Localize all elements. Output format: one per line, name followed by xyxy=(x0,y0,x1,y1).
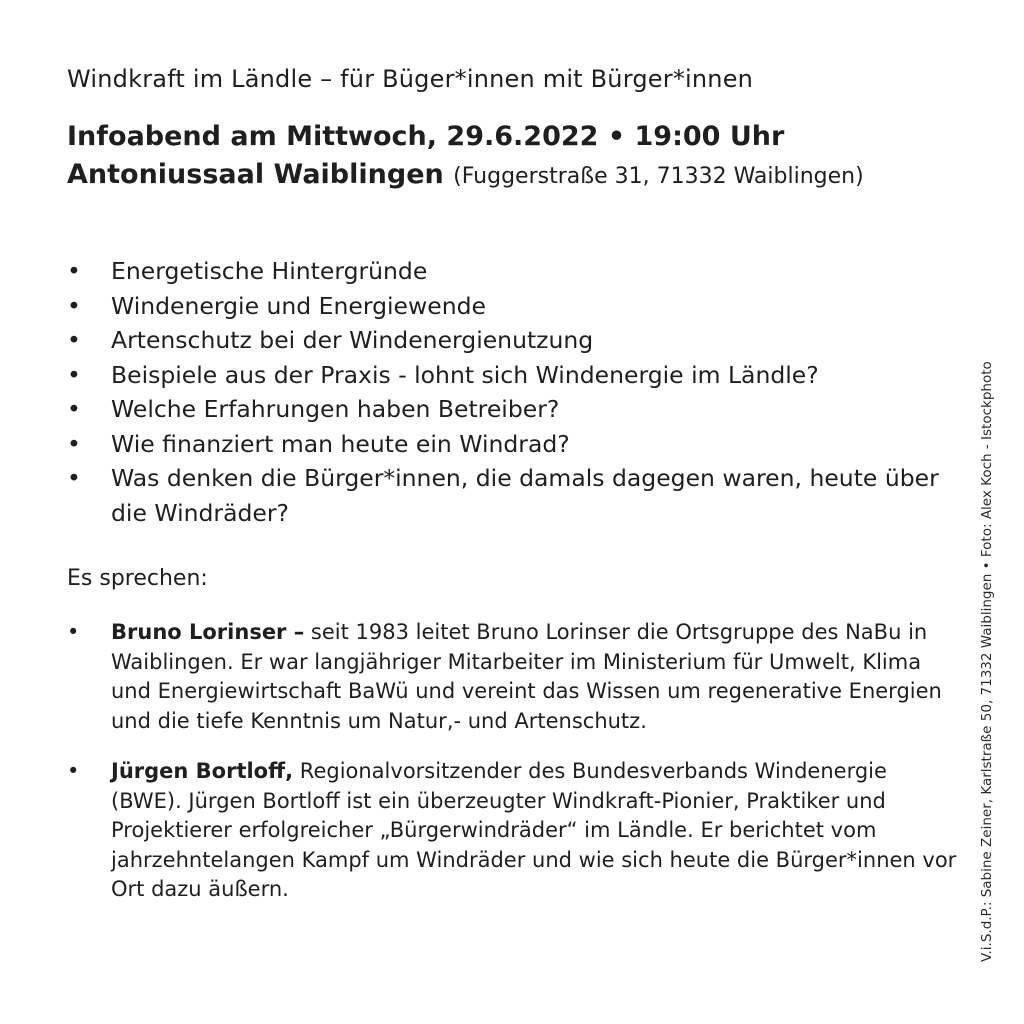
speaker-name: Bruno Lorinser – xyxy=(111,620,305,644)
bullet-icon: • xyxy=(67,620,80,644)
topic-item xyxy=(67,427,947,462)
topic-text: Artenschutz bei der Windenergienutzung xyxy=(111,326,594,354)
speakers-heading: Es sprechen: xyxy=(67,566,208,591)
topic-item xyxy=(67,254,947,289)
bullet-icon: • xyxy=(67,326,81,354)
event-date-time: Infoabend am Mittwoch, 29.6.2022 • 19:00 Uhr xyxy=(67,121,785,152)
topic-text: Welche Erfahrungen haben Betreiber? xyxy=(111,395,560,423)
topic-text: Energetische Hintergründe xyxy=(111,257,428,285)
bullet-icon: • xyxy=(67,395,81,423)
event-venue xyxy=(67,156,864,196)
event-headline xyxy=(67,118,864,196)
topic-item xyxy=(67,392,947,427)
venue-address: (Fuggerstraße 31, 71332 Waiblingen) xyxy=(453,164,864,189)
topic-text: Windenergie und Energiewende xyxy=(111,291,486,320)
topic-item xyxy=(67,289,947,324)
bullet-icon: • xyxy=(67,759,80,783)
speaker-item xyxy=(67,757,957,905)
topic-text: Beispiele aus der Praxis - lohnt sich Windenergie im Ländle? xyxy=(111,360,819,389)
bullet-icon: • xyxy=(67,291,81,320)
topic-text: Wie finanziert man heute ein Windrad? xyxy=(111,429,570,458)
venue-name: Antoniussaal Waiblingen xyxy=(67,159,444,190)
speaker-item xyxy=(67,618,957,736)
event-subtitle: Windkraft im Ländle – für Büger*innen mit Bürger*innen xyxy=(67,65,754,93)
bullet-icon: • xyxy=(67,429,81,458)
topic-item xyxy=(67,461,947,530)
speakers-list xyxy=(67,618,957,926)
speaker-name: Jürgen Bortloff, xyxy=(111,759,294,783)
imprint-credit: V.i.S.d.P.: Sabine Zeiner, Karlstraße 50, 71332 Waiblingen • Foto: Alex Koch - Istockphoto xyxy=(979,361,995,962)
topic-text: Was denken die Bürger*innen, die damals dagegen waren, heute über die Windräder? xyxy=(111,464,939,527)
topic-item xyxy=(67,358,947,393)
speaker-description: seit 1983 leitet Bruno Lorinser die Ortsgruppe des NaBu in Waiblingen. Er war langjähriger Mitarbeiter im Ministerium für Umwelt, Klima und Energiewirtschaft BaWü und vereint das Wissen um regenerative Energien und die tiefe Kenntnis um Natur,- und Artenschutz. xyxy=(111,620,942,733)
topics-list xyxy=(67,254,947,530)
topic-item xyxy=(67,323,947,358)
bullet-icon: • xyxy=(67,464,81,492)
bullet-icon: • xyxy=(67,360,81,389)
speaker-description: Regionalvorsitzender des Bundesverbands Windenergie (BWE). Jürgen Bortloff ist ein überzeugter Windkraft-Pionier, Praktiker und Projektierer erfolgreicher „Bürgerwindräder“ im Ländle. Er berichtet vom jahrzehntelangen Kampf um Windräder und wie sich heute die Bürger*innen vor Ort dazu äußern. xyxy=(111,759,957,901)
bullet-icon: • xyxy=(67,257,81,285)
